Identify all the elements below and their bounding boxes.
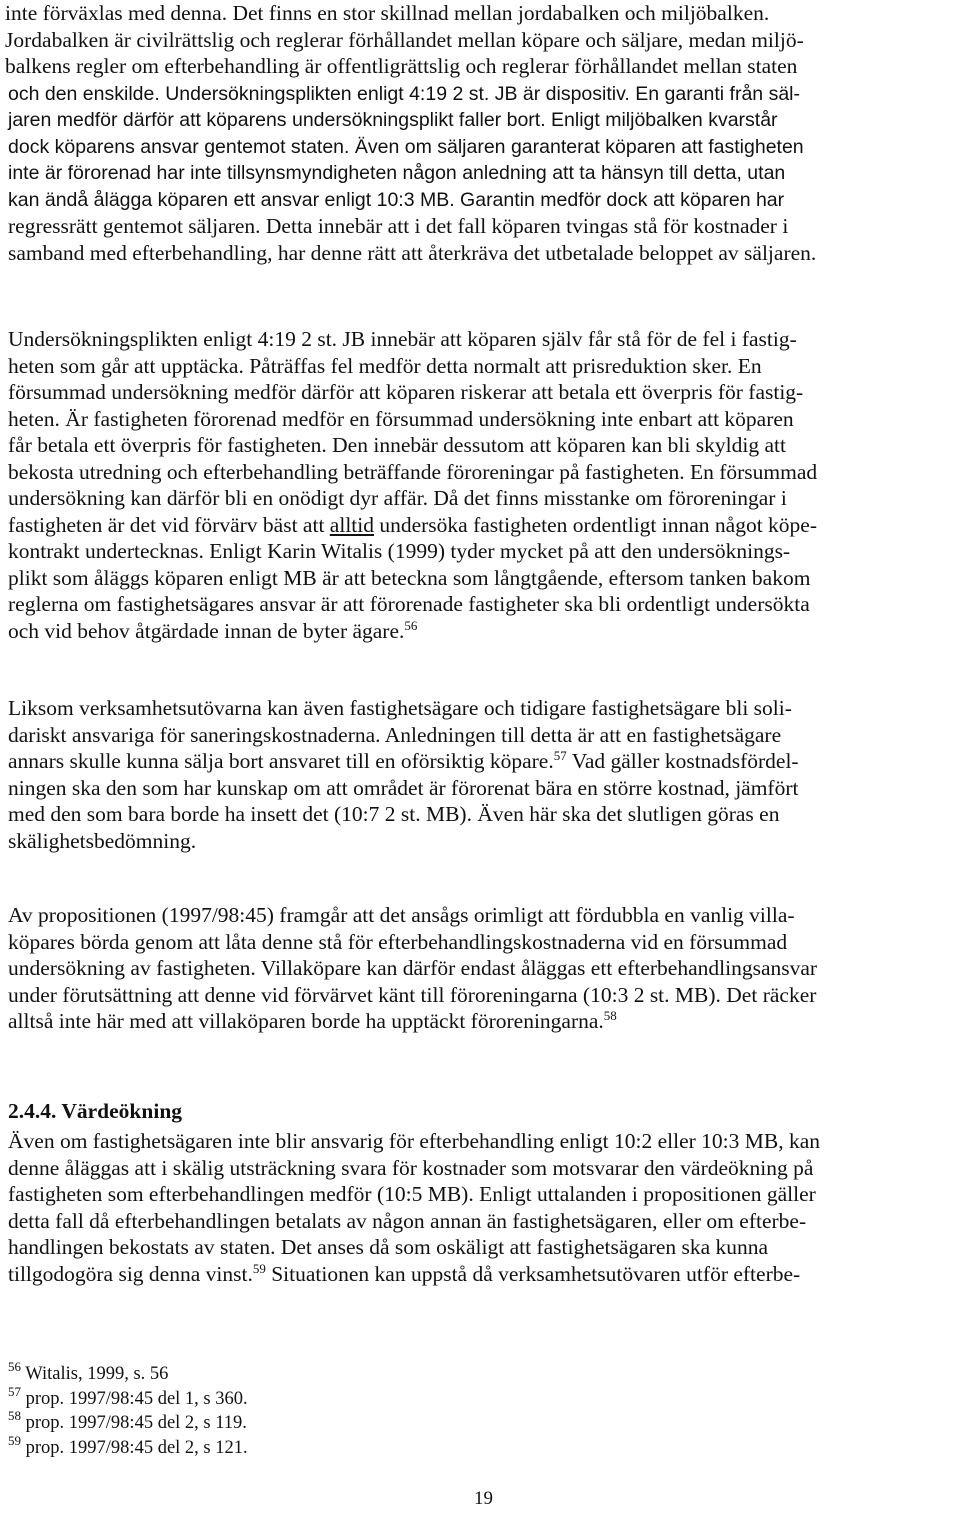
text-line: inte förväxlas med denna. Det finns en stor skillnad mellan jordabalken och miljöbalken. bbox=[5, 1, 770, 25]
text-line: fastigheten som efterbehandlingen medför (10:5 MB). Enligt uttalanden i propositionen gäller bbox=[8, 1182, 816, 1206]
text-line: ningen ska den som har kunskap om att området är förorenat bära en större kostnad, jämfört bbox=[8, 775, 799, 800]
text-line: heten. Är fastigheten förorenad medför en försummad undersökning inte enbart att köparen bbox=[8, 406, 794, 431]
text-line: denne åläggas att i skälig utsträckning svara för kostnader som motsvarar den värdeökning på bbox=[8, 1155, 814, 1180]
text-segment: Vad gäller kostnadsfördel- bbox=[566, 749, 799, 773]
text-line: reglerna om fastighetsägares ansvar är att förorenade fastigheter ska bli ordentligt undersökta bbox=[8, 592, 810, 616]
text-line: heten som går att upptäcka. Påträffas fel medför detta normalt att prisreduktion sker. En bbox=[8, 353, 762, 378]
text-segment: tillgodogöra sig denna vinst. bbox=[8, 1261, 253, 1286]
text-line: försummad undersökning medför därför att köparen riskerar att betala ett överpris för fastig- bbox=[8, 380, 804, 404]
text-line: dock köparens ansvar gentemot staten. Även om säljaren garanterat köparen att fastigheten bbox=[8, 135, 804, 158]
footnote-reference: 58 bbox=[603, 1008, 617, 1023]
text-segment: annars skulle kunna sälja bort ansvaret till en oförsiktig köpare. bbox=[8, 749, 554, 773]
text-line: undersökning kan därför bli en onödigt dyr affär. Då det finns misstanke om föroreningar i bbox=[8, 486, 787, 510]
footnote-reference: 57 bbox=[553, 748, 567, 763]
text-line bbox=[8, 1261, 820, 1288]
text-segment: undersöka fastigheten ordentligt innan något köpe- bbox=[373, 512, 818, 537]
text-line: regressrätt gentemot säljaren. Detta innebär att i det fall köparen tvingas stå för kostnader i bbox=[8, 214, 789, 238]
text-line: med den som bara borde ha insett det (10:7 2 st. MB). Även här ska det slutligen göras en bbox=[8, 802, 780, 826]
footnote-text: Witalis, 1999, s. 56 bbox=[25, 1364, 169, 1384]
text-line: Liksom verksamhetsutövarna kan även fastighetsägare och tidigare fastighetsägare bli soli- bbox=[8, 696, 792, 720]
footnote-number: 56 bbox=[8, 1359, 21, 1374]
text-line: Även om fastighetsägaren inte blir ansvarig för efterbehandling enligt 10:2 eller 10:3 MB, kan bbox=[8, 1129, 820, 1153]
footnote bbox=[8, 1359, 248, 1387]
text-line: undersökning av fastigheten. Villaköpare kan därför endast åläggas ett efterbehandlingsansvar bbox=[8, 956, 818, 980]
text-segment: och vid behov åtgärdade innan de byter ägare. bbox=[8, 618, 405, 643]
footnote-text: prop. 1997/98:45 del 2, s 121. bbox=[25, 1437, 248, 1458]
footnote-number: 58 bbox=[8, 1408, 21, 1423]
text-line: Jordabalken är civilrättslig och reglerar förhållandet mellan köpare och säljare, medan miljö- bbox=[5, 27, 804, 52]
footnotes bbox=[8, 1359, 248, 1460]
paragraph-jordabalken-miljobalken bbox=[5, 0, 817, 266]
text-line: kontrakt undertecknas. Enligt Karin Witalis (1999) tyder mycket på att den undersöknings- bbox=[8, 539, 791, 563]
section-heading: 2.4.4. Värdeökning bbox=[8, 1099, 183, 1123]
text-segment: Situationen kan uppstå då verksamhetsutövaren utför efterbe- bbox=[265, 1261, 801, 1286]
text-line: inte är förorenad har inte tillsynsmyndigheten någon anledning att ta hänsyn till detta, utan bbox=[8, 162, 786, 184]
text-line: handlingen bekostats av staten. Det anses då som oskäligt att fastighetsägaren ska kunna bbox=[8, 1235, 769, 1259]
text-segment: alltså inte här med att villaköparen borde ha upptäckt föroreningarna. bbox=[8, 1009, 604, 1033]
text-line: balkens regler om efterbehandling är offentligrättslig och reglerar förhållandet mellan staten bbox=[5, 54, 798, 78]
text-line: Av propositionen (1997/98:45) framgår att det ansågs orimligt att fördubbla en vanlig villa- bbox=[8, 903, 795, 927]
paragraph-solidariskt-ansvar bbox=[8, 695, 799, 854]
text-line-segment: och den enskilde. Undersökningsplikten enligt 4:19 2 st. JB är dispositiv. En garanti från säl- bbox=[8, 82, 800, 105]
text-line bbox=[8, 748, 799, 775]
footnote bbox=[8, 1408, 248, 1436]
text-line bbox=[8, 1008, 817, 1035]
footnote bbox=[8, 1383, 248, 1412]
paragraph-propositionen bbox=[8, 902, 817, 1035]
footnote-number: 59 bbox=[8, 1432, 21, 1448]
text-line: detta fall då efterbehandlingen betalats av någon annan än fastighetsägaren, eller om efterbe- bbox=[8, 1208, 807, 1233]
paragraph-vardeokning bbox=[8, 1128, 820, 1287]
paragraph-undersokningsplikt bbox=[8, 326, 817, 644]
text-line: plikt som åläggs köparen enligt MB är att beteckna som långtgående, eftersom tanken bakom bbox=[8, 565, 811, 590]
page-number: 19 bbox=[474, 1488, 493, 1509]
text-segment: fastigheten är det vid förvärv bäst att bbox=[8, 512, 330, 537]
text-line: skälighetsbedömning. bbox=[8, 828, 197, 853]
text-line: Undersökningsplikten enligt 4:19 2 st. JB innebär att köparen själv får stå för de fel i fastig- bbox=[8, 327, 797, 351]
text-line: dariskt ansvariga för saneringskostnaderna. Anledningen till detta är att en fastighetsägare bbox=[8, 722, 782, 747]
text-line bbox=[8, 618, 817, 645]
footnote-reference: 56 bbox=[404, 617, 418, 633]
text-line bbox=[8, 512, 817, 539]
text-line: under förutsättning att denne vid förvärvet känt till föroreningarna (10:3 2 st. MB). Det räcker bbox=[8, 982, 817, 1007]
document-page bbox=[5, 0, 952, 1533]
footnote-number: 57 bbox=[8, 1383, 21, 1399]
text-line: kan ändå ålägga köparen ett ansvar enligt 10:3 MB. Garantin medför dock att köparen har bbox=[8, 188, 785, 211]
footnote-text: prop. 1997/98:45 del 2, s 119. bbox=[25, 1413, 247, 1433]
footnote bbox=[8, 1432, 248, 1461]
text-line bbox=[8, 80, 816, 108]
text-line: samband med efterbehandling, har denne rätt att återkräva det utbetalade beloppet av säljaren. bbox=[8, 240, 817, 265]
text-line: bekosta utredning och efterbehandling beträffande föroreningar på fastigheten. En försummad bbox=[8, 459, 818, 484]
footnote-reference: 59 bbox=[252, 1260, 266, 1276]
text-line: får betala ett överpris för fastigheten. Den innebär dessutom att köparen kan bli skyldig att bbox=[8, 433, 786, 457]
text-line: jaren medför därför att köparens undersökningsplikt faller bort. Enligt miljöbalken kvarstår bbox=[8, 109, 778, 131]
footnote-text: prop. 1997/98:45 del 1, s 360. bbox=[25, 1388, 248, 1409]
text-line: köpares börda genom att låta denne stå för efterbehandlingskostnaderna vid en försummad bbox=[8, 929, 788, 954]
underlined-word: alltid bbox=[329, 512, 374, 537]
